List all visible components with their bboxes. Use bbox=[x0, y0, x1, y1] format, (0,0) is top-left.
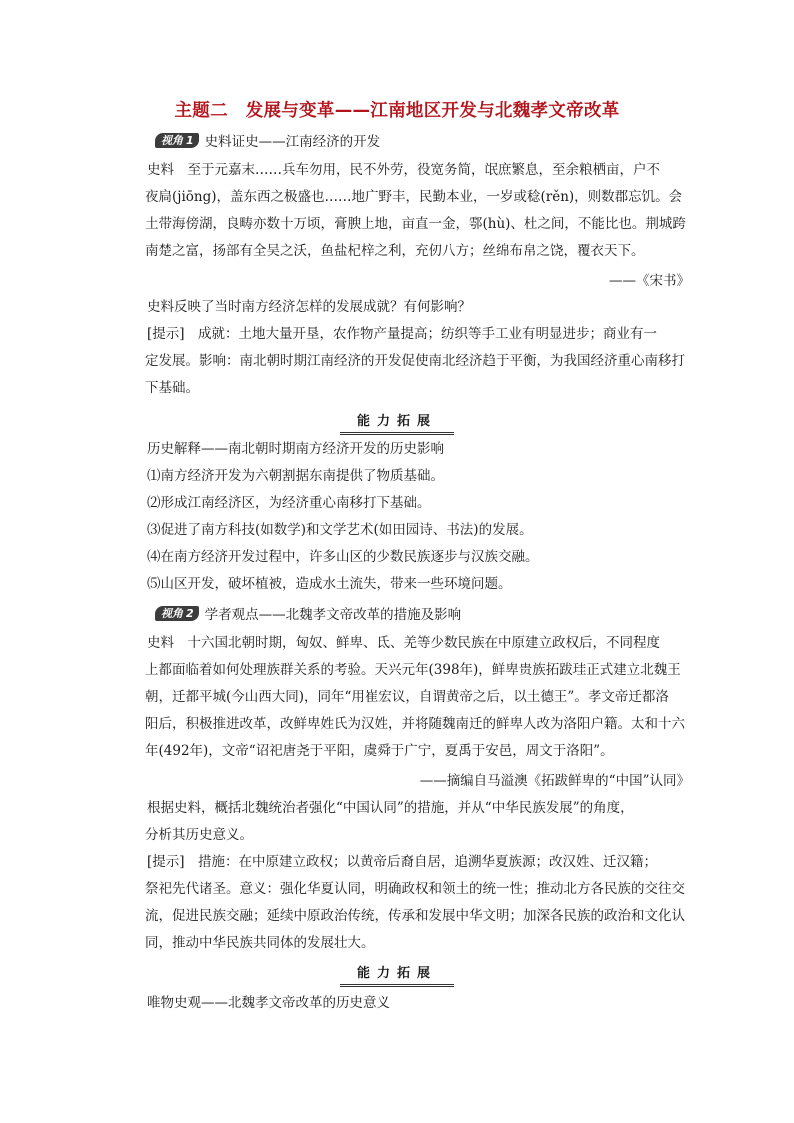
question-2-line: 根据史料，概括北魏统治者强化“中国认同”的措施，并从“中华民族发展”的角度， bbox=[147, 800, 634, 816]
hint-1-line: 下基础。 bbox=[145, 380, 199, 396]
source-1-line: 夜扃(jiōng)，盖东西之极盛也……地广野丰，民勤本业，一岁或稔(rěn)，则数郡忘饥。会 bbox=[145, 189, 683, 205]
page-title: 主题二 发展与变革——江南地区开发与北魏孝文帝改革 bbox=[174, 101, 620, 121]
list-item: ⑸山区开发，破坏植被，造成水土流失，带来一些环境问题。 bbox=[147, 576, 512, 592]
ability-expansion-heading: 能力拓展 bbox=[340, 962, 454, 987]
list-item: ⑵形成江南经济区，为经济重心南移打下基础。 bbox=[147, 495, 431, 511]
ability-expansion-heading: 能力拓展 bbox=[340, 410, 454, 435]
ability-intro: 历史解释——南北朝时期南方经济开发的历史影响 bbox=[147, 441, 444, 457]
hint-2-line: 流，促进民族交融；延续中原政治传统，传承和发展中华文明；加深各民族的政治和文化认 bbox=[145, 908, 685, 924]
perspective-badge-1: 视角 1 bbox=[155, 133, 199, 148]
source-1-citation: ——《宋书》 bbox=[609, 273, 690, 289]
perspective-badge-2: 视角 2 bbox=[155, 606, 199, 621]
list-item: ⑴南方经济开发为六朝割据东南提供了物质基础。 bbox=[147, 468, 444, 484]
section-1-heading bbox=[155, 130, 380, 150]
question-2-line: 分析其历史意义。 bbox=[145, 827, 253, 843]
section-1-title: 史料证史——江南经济的开发 bbox=[204, 134, 381, 150]
source-2-line: 年(492年)，文帝“诏祀唐尧于平阳，虞舜于广宁，夏禹于安邑，周文于洛阳”。 bbox=[145, 743, 614, 759]
source-1-line: 南楚之富，扬部有全吴之沃，鱼盐杞梓之利，充仞八方；丝绵布帛之饶，覆衣天下。 bbox=[145, 243, 645, 259]
hint-1-line: 定发展。影响：南北朝时期江南经济的开发促使南北经济趋于平衡，为我国经济重心南移打 bbox=[145, 353, 685, 369]
ability-intro: 唯物史观——北魏孝文帝改革的历史意义 bbox=[147, 995, 390, 1011]
source-2-line: 史料 十六国北朝时期，匈奴、鲜卑、氐、羌等少数民族在中原建立政权后，不同程度 bbox=[147, 635, 660, 651]
source-2-line: 阳后，积极推进改革，改鲜卑姓氏为汉姓，并将随魏南迁的鲜卑人改为洛阳户籍。太和十六 bbox=[145, 716, 685, 732]
list-item: ⑷在南方经济开发过程中，许多山区的少数民族逐步与汉族交融。 bbox=[147, 549, 539, 565]
source-1-line: 土带海傍湖，良畴亦数十万顷，膏腴上地，亩直一金，鄠(hù)、杜之间，不能比也。荆城跨 bbox=[145, 216, 686, 232]
section-2-heading bbox=[155, 603, 461, 623]
hint-2-line: 祭祀先代诸圣。意义：强化华夏认同，明确政权和领土的统一性；推动北方各民族的交往交 bbox=[145, 881, 685, 897]
hint-2-line: 同，推动中华民族共同体的发展壮大。 bbox=[145, 935, 375, 951]
source-2-citation: ——摘编自马溢澳《拓跋鲜卑的“中国”认同》 bbox=[419, 773, 690, 789]
source-2-line: 上都面临着如何处理族群关系的考验。天兴元年(398年)，鲜卑贵族拓跋珪正式建立北魏王 bbox=[145, 662, 681, 678]
source-2-line: 朝，迁都平城(今山西大同)，同年“用崔宏议，自谓黄帝之后，以土德王”。孝文帝迁都洛 bbox=[145, 689, 669, 705]
question-1: 史料反映了当时南方经济怎样的发展成就？有何影响？ bbox=[147, 299, 471, 315]
hint-2-line: [提示] 措施：在中原建立政权；以黄帝后裔自居，追溯华夏族源；改汉姓、迁汉籍； bbox=[147, 854, 658, 870]
section-2-title: 学者观点——北魏孝文帝改革的措施及影响 bbox=[204, 607, 462, 623]
hint-1-line: [提示] 成就：土地大量开垦，农作物产量提高；纺织等手工业有明显进步；商业有一 bbox=[147, 326, 658, 342]
list-item: ⑶促进了南方科技(如数学)和文学艺术(如田园诗、书法)的发展。 bbox=[147, 522, 533, 538]
source-1-line: 史料 至于元嘉末……兵车勿用，民不外劳，役宽务简，氓庶繁息，至余粮栖亩，户不 bbox=[147, 162, 660, 178]
